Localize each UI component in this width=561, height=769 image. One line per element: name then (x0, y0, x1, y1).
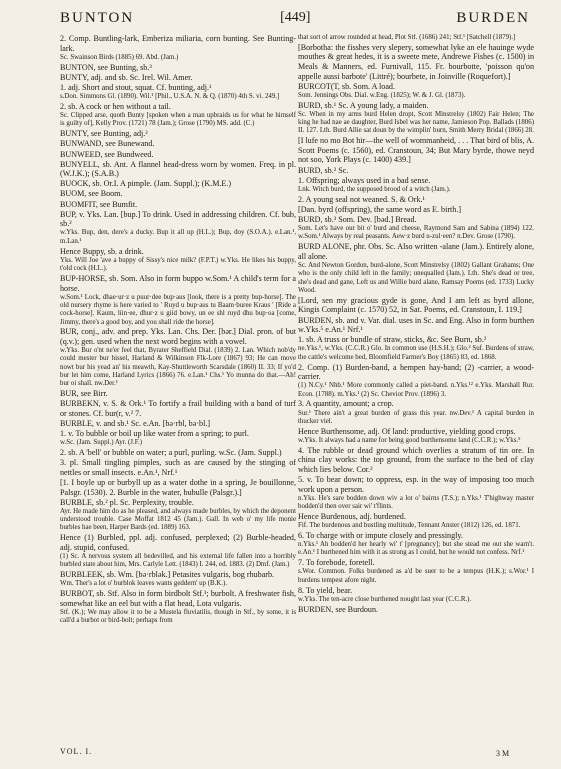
entry-paragraph: BURDEN, sb. and v. Var. dial. uses in Sc. and Eng. Also in form burthen w.Yks.⁵ e.An.¹ Nrf.¹ (298, 315, 534, 335)
citation-paragraph: Stf. (K.); We may allow it to be a Mustela fluviatilis, though in Stf., by some, it is call'd a burbot or bird-bolt; perhaps from (60, 608, 296, 625)
entry-paragraph: BUR, see Birr. (60, 389, 108, 399)
entry-paragraph: BUP, v. Yks. Lan. [bup.] To drink. Used in addressing children. Cf. bub, sb.² (60, 209, 296, 229)
citation-paragraph: (1) Sc. A nervous system all bedevilled, and his external life fallen into a horribly burbled state about him, Mrs. Carlyle Lett. (1843) I. 244, ed. 1883. (2) Dmf. (Jam.) (60, 553, 296, 569)
citation-paragraph: Sc. When in my arms burd Helen dropt, Scott Minstrelsy (1802) Fair Helen; The king he had nae ae daughter, Burd Isbel was her name, Jamieson Pop. Ballads (1806) II. 127. Lth. Burd Allie sat doun by the wimplin' burn, Smith Merry Bridal (1866) 28. (298, 110, 534, 135)
running-header (60, 7, 530, 29)
entry-paragraph: BURD, sb.¹ Sc. A young lady, a maiden. (298, 100, 429, 110)
entry-paragraph: BUOMFIT, see Bumfit. (60, 199, 138, 209)
citation-paragraph: w.Yks. The ten-acre close burthened nought last year (C.C.R.). (298, 595, 472, 603)
entry-paragraph: 1. Offspring; always used in a bad sense. (298, 175, 431, 185)
entry-paragraph: 2. A young seal not weaned. S. & Ork.¹ (298, 194, 425, 204)
entry-paragraph: BUOCK, sb. Or.I. A pimple. (Jam. Suppl.); (K.M.E.) (60, 179, 232, 189)
entry-paragraph: 8. To yield, bear. (298, 585, 353, 595)
entry-paragraph: [I lufe no mo Bot hir—the well of wommanheid, . . . That bird of blis, A. Scott Poems (c. 1560), ed. Cranstoun, 34; But Mary byrde, thowe neyd not soo, York Plays (c. 1400) 439.] (298, 136, 534, 165)
entry-paragraph: BURBOT, sb. Stf. Also in form birdbolt Stf.¹; burbolt. A freshwater fish, somewhat like an eel but with a flat head, Lota vulgaris. (60, 589, 296, 608)
entry-paragraph: BURD, sb.³ Som. Dev. [bəd.] Bread. (298, 215, 417, 225)
entry-paragraph: BURBLEEK, sb. Wm. [bə·rblək.] Petasites vulgaris, bog rhubarb. (60, 570, 275, 580)
citation-paragraph: Fif. The burdenous and bustling multitude, Tennant Anster (1812) 126, ed. 1871. (298, 522, 521, 529)
entry-paragraph: BURBLE, sb.² pl. Sc. Perplexity, trouble. (60, 497, 194, 507)
header-left-word: BUNTON (60, 9, 135, 26)
entry-paragraph: BURCOT(T, sb. Som. A load. (298, 81, 395, 91)
entry-paragraph: [Dan. byrd (offspring), the same word as E. birth.] (298, 204, 462, 214)
header-right-word: BURDEN (456, 9, 530, 26)
entry-paragraph: BURDEN, see Burdoun. (298, 604, 379, 614)
citation-paragraph: that sort of arrow rounded at head, Plot Stf. (1686) 241; Stf.¹ [Satchell (1879).] (298, 34, 516, 41)
citation-paragraph: w.Yks. It always had a name for being good burthensome land (C.C.R.); w.Yks.⁵ (298, 436, 521, 444)
entry-paragraph: Hence Burthensome, adj. Of land: productive, yielding good crops. (298, 426, 516, 436)
entry-paragraph: BURBEKN, v. S. & Ork.¹ To fortify a frail building with a band of turf or stones. Cf. bur(r, v.² 7. (60, 399, 296, 418)
citation-paragraph: n.Yks. He's sare bodden down wiv a lot o' bairns (T.S.); n.Yks.¹ T'highway master bodden'd then over sair wi' t'flints. (298, 494, 534, 510)
entry-paragraph: 1. sb. A truss or bundle of straw, sticks, &c. See Burn, sb.² (298, 335, 487, 345)
entry-paragraph: [Borbotha: the fisshes very slepery, somewhat lyke an ele hauinge wyde mouthes & great hedes, it is a sweete mete, Andrewe Fishes (c. 1500) in Meals & Manners, ed. Furnivall, 115. Fr. bourbotte, 'poisson qu'on appelle aussi barbote' (Littré); bourbete, in Joinville (Roquefort).] (298, 42, 534, 81)
citation-paragraph: s.Wor. Common. Folks burdened as a'd be suer to be a tempus (H.K.); s.Wor.¹ I burdens tempest afore night. (298, 568, 534, 584)
citation-paragraph: Som. Let's have our bit o' burd and cheese, Raymond Sam and Sabina (1894) 122. w.Som.¹ Always by real peasants. Aew·z burd u-zul·een? n.Dev. Grose (1790). (298, 225, 534, 241)
entry-paragraph: BUP-HORSE, sb. Som. Also in form buppo w.Som.¹ A child's term for a horse. (60, 273, 296, 293)
entry-paragraph: BUR, conj., adv. and prep. Yks. Lan. Chs. Der. [bər.] Dial. pron. of but (q.v.); gen. used when the next word begins with a vowel. (60, 327, 296, 346)
entry-paragraph: BUNTON, see Bunting, sb.³ (60, 62, 152, 72)
entry-paragraph: 5. v. To bear down; to oppress, esp. in the way of imposing too much work upon a person. (298, 474, 534, 494)
entry-paragraph: 2. Comp. Buntling-lark, Emberiza miliaria, corn bunting. See Bunting-lark. (60, 34, 296, 53)
entry-paragraph: 7. To forebode, foretell. (298, 558, 375, 568)
citation-paragraph: n.Yks.¹ Ah bodden'd her hearly wi' t' [pregnancy]; but she stead me out she warn't. e.An.¹ I burthened him with it as strong as I could, but he would not confess. Nrf.¹ (298, 541, 534, 557)
entry-paragraph: BUNWAND, see Bunewand. (60, 139, 155, 149)
citation-paragraph: w.Som.¹ Lock, dhae·ur·z u puur·dee bup·aus [look, there is a pretty bup-horse]. The old nursery rhyme is here varied to ' Ruyd u bup·aus tu Baam·buree Kraus ' [Ride a cock-horse]. Kaum, liin·ee, dhur·z u giid bowy, un ee shl ruyd dhu bup·oa [come, Jimmy, there's a good boy, and you shall ride the horse]. (60, 293, 296, 326)
citation-paragraph: Sur.¹ There ain't a great burden of grass this year. nw.Dev.¹ A capital burden in thucker viel. (298, 409, 534, 425)
entry-paragraph: 2. sb. A cock or hen without a tail. (60, 101, 171, 111)
citation-paragraph: Wm. Ther's a lot o' burblok leaves wants geddern' up (B.K.). (60, 580, 228, 588)
entry-paragraph: 2. sb. A 'bell' or bubble on water; a purl, purling. w.Sc. (Jam. Suppl.) (60, 448, 282, 458)
volume-label: VOL. I. (60, 747, 93, 756)
entry-paragraph: BURD ALONE, phr. Obs. Sc. Also written -alane (Jam.). Entirely alone, all alone. (298, 242, 534, 261)
citation-paragraph: Yks. Will Joe 'ave a buppy of Sissy's nice milk? (F.P.T.) w.Yks. He likes his buppy, t'old cock (H.L.). (60, 256, 296, 273)
entry-paragraph: BUNWEED, see Bundweed. (60, 149, 154, 159)
right-column (298, 34, 534, 746)
entry-paragraph: Hence Burdenous, adj. burdened. (298, 511, 406, 521)
citation-paragraph: s.Don. Simmons Gl. (1890). Wil.¹ [Phil., U.S.A. N. & Q. (1870) 4th S. vi. 249.] (60, 93, 280, 100)
entry-paragraph: BURBLE, v. and sb.¹ Sc. e.An. [bə·rbl, bə·bl.] (60, 419, 211, 429)
citation-paragraph: Lnk. Witch burd, the supposed brood of a witch (Jam.). (298, 185, 451, 193)
entry-paragraph: [Lord, sen my gracious gyde is gone, And I am left as byrd allone, Kingis Complaint (c. 1570) 52, in Sat. Poems, ed. Cranstoun, I. 119.] (298, 295, 534, 315)
citation-paragraph: Sc. Clipped arse, quoth Bunty [spoken when a man upbraids us for what he himself is guilty of], Kelly Prov. (1721) 78 (Jam.); Grose (1790) MS. add. (C.) (60, 112, 296, 128)
entry-paragraph: 6. To charge with or impute closely and pressingly. (298, 530, 463, 540)
citation-paragraph: w.Yks. Bur o'nt ne'er feel that, Byrater Sheffield Dial. (1839) 2. Lan. Which nob'dy could mester bur hissel, Harland & Wilkinson Flk-Lore (1867) 93; He can move nowt bur his yead an' his meawth, Kay-Shuttleworth Scarsdale (1860) II. 33; If yo'd bur let him come, Harland Lyrics (1866) 76. e.Lan.¹ Chs.¹ Yo munna do that.—Ah! bur oi shall. nw.Der.¹ (60, 347, 296, 388)
citation-paragraph: Sc. Swainson Birds (1885) 69. Abd. (Jam.) (60, 53, 179, 61)
entry-paragraph: Hence Buppy, sb. a drink. (60, 246, 144, 256)
entry-paragraph: BUNYELL, sb. Ant. A flannel head-dress worn by women. Freq. in pl. (W.J.K.); (S.A.B.) (60, 159, 296, 179)
citation-paragraph: Som. Jennings Obs. Dial. w.Eng. (1825); W. & J. Gl. (1873). (298, 91, 466, 99)
citation-paragraph: Sc. And Newton Gordon, burd-alone, Scott Minstrelsy (1802) Gallant Grahams; One who is the only child left in the family; unequalled (Jam.). Lth. She's dead or tree, she's dead and gane, Left us and Willie burd alane, Ramsay Poems (ed. 1733) Lucky Wood. (298, 262, 534, 294)
entry-paragraph: BURD, sb.² Sc. (298, 165, 349, 175)
signature-mark: 3 M (496, 749, 510, 758)
entry-paragraph: [1. I boyle up or burbyll up as a water dothe in a spring, Je bouillonne, Palsgr. (1530). 2. Burble in the water, bubulle (Palsgr.).] (60, 478, 296, 497)
left-column (60, 34, 296, 746)
citation-paragraph: ne.Yks.¹, w.Yks. (C.C.R.) Glo. In common use (H.S.H.); Glo.² Suf. Burdens of straw, the cattle's welcome bed, Bloomfield Farmer's Boy (1865) 83, ed. 1868. (298, 345, 534, 361)
entry-paragraph: 3. A quantity, amount; a crop. (298, 399, 394, 409)
entry-paragraph: 4. The rubble or dead ground which overlies a stratum of tin ore. In china clay works: the top ground, from the surface to the bed of clay which lies below. Cor.² (298, 445, 534, 474)
entry-paragraph: Hence (1) Burbled, ppl. adj. confused, perplexed; (2) Burble-headed, adj. stupid, confused. (60, 533, 296, 552)
entry-paragraph: BUNTY, see Bunting, adj.² (60, 129, 148, 139)
citation-paragraph: w.Sc. (Jam. Suppl.) Ayr. (J.F.) (60, 439, 143, 447)
entry-paragraph: 1. v. To bubble or boil up like water from a spring; to purl. (60, 429, 249, 439)
entry-paragraph: 3. pl. Small tingling pimples, such as are caused by the stinging of nettles or small insects. e.An.¹, Nrf.¹ (60, 458, 296, 477)
page-number: [449] (280, 10, 311, 25)
entry-paragraph: 2. Comp. (1) Burden-band, a hempen hay-band; (2) -carrier, a wood-carrier. (298, 362, 534, 382)
entry-paragraph: 1. adj. Short and stout, squat. Cf. bunting, adj.¹ (60, 82, 212, 92)
citation-paragraph: w.Yks. Bup, den, dere's a ducky. Bup it all up (H.L.); Bup, doy (S.O.A.). e.Lan.¹, m.Lan.¹ (60, 229, 296, 245)
entry-paragraph: BUOM, see Boom. (60, 189, 123, 199)
citation-paragraph: Ayr. He made him do as he pleased, and always made burbles, by which the deponent understood trouble. Case Moffat 1812 45 (Jam.). Gall. In web o' my life monie burbles hae been, Harper Bards (ed. 1889) 163. (60, 507, 296, 532)
entry-paragraph: BUNTY, adj. and sb. Sc. Irel. Wil. Amer. (60, 72, 193, 82)
citation-paragraph: (1) N.Cy.¹ Nhb.¹ More commonly called a piet-band. n.Yks.¹² e.Yks. Marshall Rur. Econ. (1788). m.Yks.¹ (2) Sc. Cheviot Prov. (1896) 3. (298, 382, 534, 398)
